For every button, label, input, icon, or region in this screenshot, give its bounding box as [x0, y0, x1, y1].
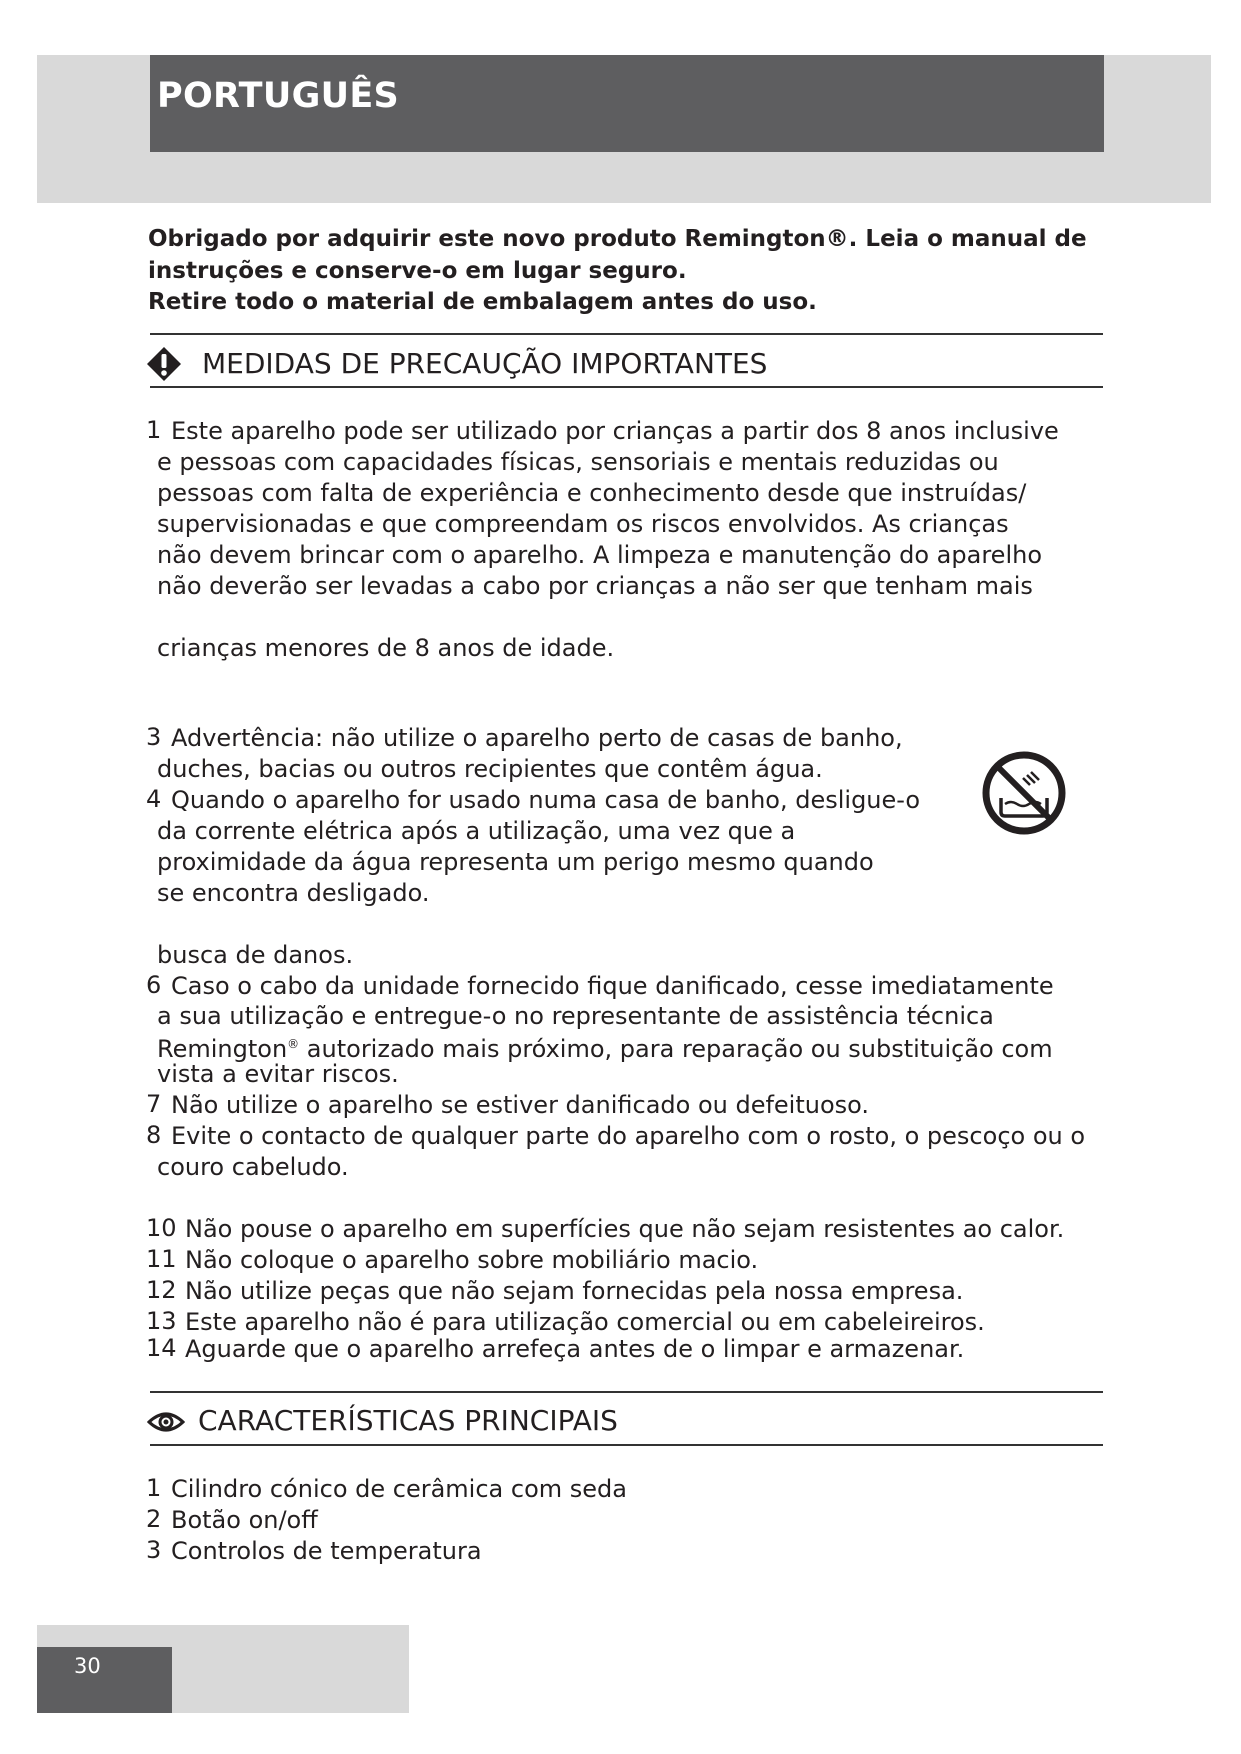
item-1-tail: crianças menores de 8 anos de idade.	[157, 634, 615, 662]
item-number: 10	[146, 1214, 177, 1242]
item-4-line: da corrente elétrica após a utilização, uma vez que a	[157, 817, 796, 845]
item-6-line: a sua utilização e entregue-o no representante de assistência técnica	[157, 1002, 994, 1030]
warning-diamond-icon	[146, 346, 182, 382]
feature-number: 2	[146, 1505, 162, 1533]
item-1-line: supervisionadas e que compreendam os riscos envolvidos. As crianças	[157, 510, 1009, 538]
item-4-line: se encontra desligado.	[157, 879, 430, 907]
intro-line: instruções e conserve-o em lugar seguro.	[148, 257, 687, 284]
item-number: 7	[146, 1090, 162, 1118]
section-rule-top	[150, 333, 1103, 335]
feature-item: Botão on/off	[171, 1506, 318, 1534]
item-4-line: Quando o aparelho for usado numa casa de banho, desligue-o	[171, 786, 921, 814]
item-number: 6	[146, 971, 162, 999]
item-number: 1	[146, 416, 162, 444]
item-12-text: Não utilize peças que não sejam fornecidas pela nossa empresa.	[185, 1277, 964, 1305]
item-8-line: couro cabeludo.	[157, 1153, 349, 1181]
item-13-text: Este aparelho não é para utilização comercial ou em cabeleireiros.	[185, 1308, 985, 1336]
item-1-line: não devem brincar com o aparelho. A limpeza e manutenção do aparelho	[157, 541, 1042, 569]
page-number: 30	[74, 1654, 101, 1678]
item-14-text: Aguarde que o aparelho arrefeça antes de o limpar e armazenar.	[185, 1335, 965, 1363]
item-4-line: proximidade da água representa um perigo mesmo quando	[157, 848, 874, 876]
no-water-bath-icon	[981, 750, 1067, 836]
intro-line: Obrigado por adquirir este novo produto Remington®. Leia o manual de	[148, 226, 1087, 252]
section-rule-bottom	[150, 386, 1103, 388]
page-title: PORTUGUÊS	[157, 76, 400, 116]
feature-number: 3	[146, 1536, 162, 1564]
section-rule-bottom	[150, 1444, 1103, 1446]
item-1-line: Este aparelho pode ser utilizado por crianças a partir dos 8 anos inclusive	[171, 417, 1059, 445]
precautions-title: MEDIDAS DE PRECAUÇÃO IMPORTANTES	[202, 347, 768, 380]
item-7-text: Não utilize o aparelho se estiver danificado ou defeituoso.	[171, 1091, 870, 1119]
feature-item: Controlos de temperatura	[171, 1537, 482, 1565]
item-6-line: Caso o cabo da unidade fornecido fique danificado, cesse imediatamente	[171, 972, 1054, 1000]
item-1-line: pessoas com falta de experiência e conhecimento desde que instruídas/	[157, 479, 1027, 507]
item-number: 14	[146, 1334, 177, 1362]
item-3-line: Advertência: não utilize o aparelho perto de casas de banho,	[171, 724, 903, 752]
item-5-fragment: busca de danos.	[157, 941, 354, 969]
item-number: 4	[146, 785, 162, 813]
item-3-line: duches, bacias ou outros recipientes que contêm água.	[157, 755, 823, 783]
section-rule-top	[150, 1391, 1103, 1393]
item-number: 8	[146, 1121, 162, 1149]
item-number: 12	[146, 1276, 177, 1304]
intro-line: Retire todo o material de embalagem antes do uso.	[148, 289, 817, 315]
item-1-line: e pessoas com capacidades físicas, sensoriais e mentais reduzidas ou	[157, 448, 999, 476]
item-6-line-rest: autorizado mais próximo, para reparação ou substituição com	[299, 1035, 1053, 1063]
registered-mark: ®	[287, 1037, 300, 1051]
page-number-box	[37, 1647, 172, 1713]
item-6-line: vista a evitar riscos.	[157, 1060, 399, 1088]
item-number: 3	[146, 723, 162, 751]
features-title: CARACTERÍSTICAS PRINCIPAIS	[198, 1404, 618, 1437]
item-11-text: Não coloque o aparelho sobre mobiliário macio.	[185, 1246, 759, 1274]
brand-name: Remington	[157, 1035, 288, 1063]
item-number: 11	[146, 1245, 177, 1273]
feature-number: 1	[146, 1474, 162, 1502]
item-8-line: Evite o contacto de qualquer parte do aparelho com o rosto, o pescoço ou o	[171, 1122, 1086, 1150]
feature-item: Cilindro cónico de cerâmica com seda	[171, 1475, 627, 1503]
eye-icon	[147, 1410, 185, 1434]
item-number: 13	[146, 1307, 177, 1335]
item-10-text: Não pouse o aparelho em superfícies que não sejam resistentes ao calor.	[185, 1215, 1065, 1243]
item-1-line: não deverão ser levadas a cabo por crianças a não ser que tenham mais	[157, 572, 1033, 600]
intro-text	[148, 224, 1087, 319]
